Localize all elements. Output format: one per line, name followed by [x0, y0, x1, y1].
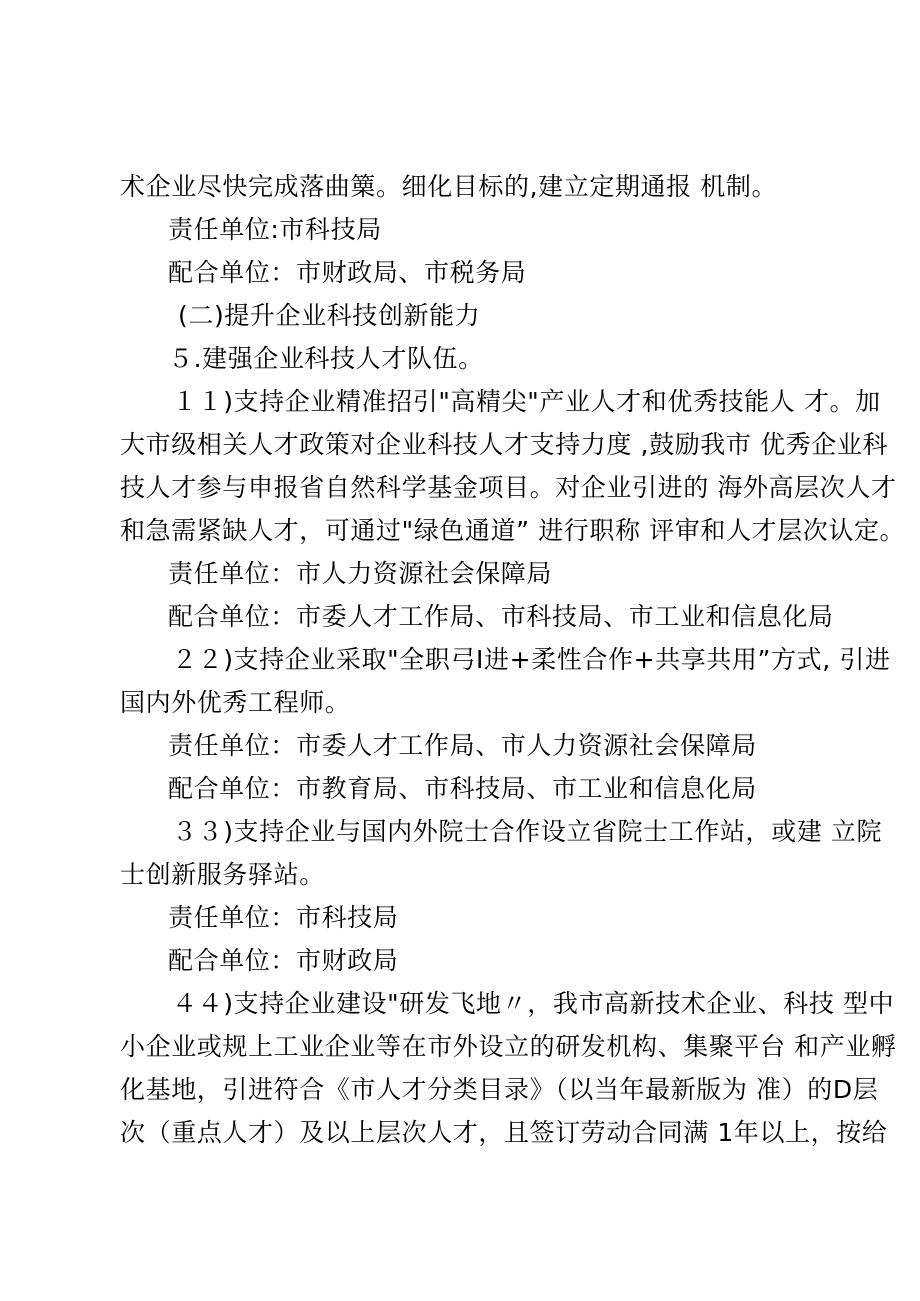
body-line: 技人才参与申报省自然科学基金项目。对企业引进的 海外高层次人才 — [120, 473, 897, 502]
body-line: 术企业尽快完成落曲篥。细化目标的,建立定期通报 机制。 — [120, 172, 778, 201]
responsible-unit-line: 责任单位：市科技局 — [168, 903, 399, 932]
body-line: 大市级相关人才政策对企业科技人才支持力度 ,鼓励我市 优秀企业科 — [120, 430, 889, 459]
body-line: 小企业或规上工业企业等在市外设立的研发机构、集聚平台 和产业孵 — [120, 1032, 897, 1061]
item-line: ３３)支持企业与国内外院士合作设立省院士工作站，或建 立院 — [172, 817, 883, 846]
cooperating-unit-line: 配合单位：市财政局 — [168, 946, 399, 975]
item-line: １１)支持企业精准招引"高精尖"产业人才和优秀技能人 才。加 — [172, 387, 881, 416]
cooperating-unit-line: 配合单位：市教育局、市科技局、市工业和信息化局 — [168, 774, 757, 803]
body-line: 化基地，引进符合《市人才分类目录》（以当年最新版为 准）的D层 — [120, 1075, 879, 1104]
cooperating-unit-line: 配合单位：市财政局、市税务局 — [168, 258, 527, 287]
item-line: ２２)支持企业采取"全职弓I进+柔性合作+共享共用”方式, 引进 — [172, 645, 891, 674]
responsible-unit-line: 责任单位:市科技局 — [168, 215, 382, 244]
cooperating-unit-line: 配合单位：市委人才工作局、市科技局、市工业和信息化局 — [168, 602, 834, 631]
section-heading: (二)提升企业科技创新能力 — [178, 301, 481, 330]
body-line: 国内外优秀工程师。 — [120, 688, 351, 717]
subsection-heading: ５.建强企业科技人才队伍。 — [168, 344, 484, 373]
item-line: ４４)支持企业建设"研发飞地〃，我市高新技术企业、科技 型中 — [172, 989, 895, 1018]
responsible-unit-line: 责任单位：市人力资源社会保障局 — [168, 559, 553, 588]
body-line: 士创新服务驿站。 — [120, 860, 325, 889]
body-line: 次（重点人才）及以上层次人才，且签订劳动合同满 1年以上，按给 — [120, 1118, 888, 1147]
body-line: 和急需紧缺人才，可通过"绿色通道” 进行职称 评审和人才层次认定。 — [120, 516, 906, 545]
responsible-unit-line: 责任单位：市委人才工作局、市人力资源社会保障局 — [168, 731, 757, 760]
